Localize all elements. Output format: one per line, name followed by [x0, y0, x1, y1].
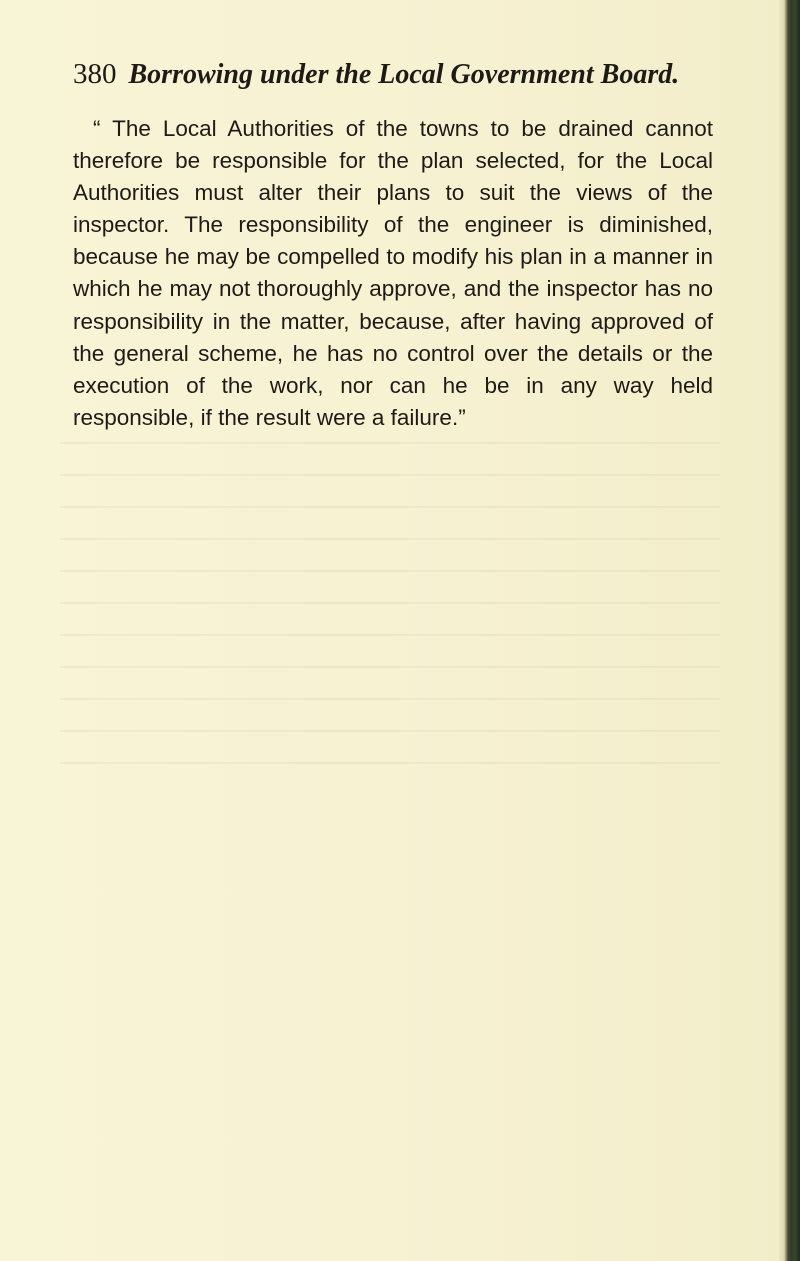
- running-head: Borrowing under the Local Government Board.: [128, 59, 680, 90]
- page-number: 380: [73, 58, 117, 90]
- show-through-texture: [60, 420, 720, 780]
- page-edge: [784, 0, 800, 1261]
- page-header: [73, 58, 713, 98]
- quoted-paragraph: “ The Local Authorities of the towns to be drained cannot therefore be responsible for the plan selected, for the Local Authorities must alter their plans to suit the views of the inspector. The responsibility of the engineer is diminished, because he may be compelled to modify his plan in a manner in which he may not thoroughly approve, and the inspector has no responsibility in the matter, because, after having approved of the general scheme, he has no control over the details or the execution of the work, nor can he be in any way held responsible, if the result were a failure.”: [73, 116, 713, 430]
